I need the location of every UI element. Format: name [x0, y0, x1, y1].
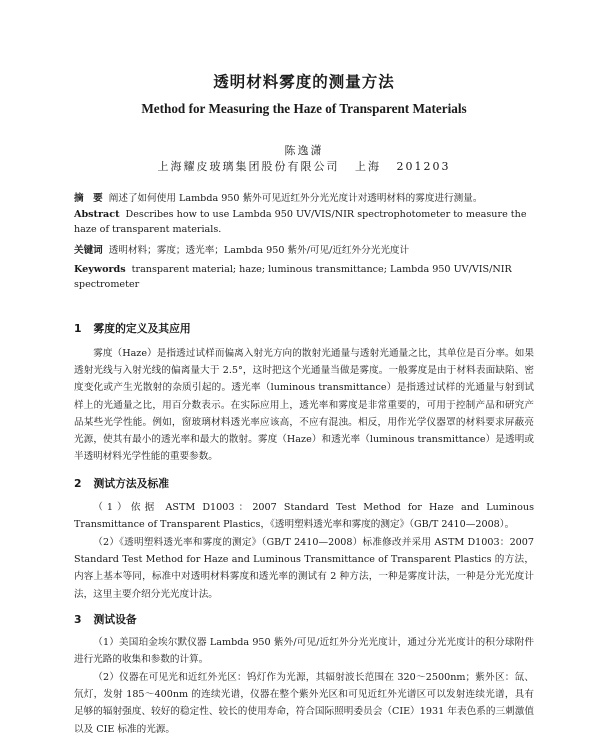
paper-title-en: Method for Measuring the Haze of Transparent Materials	[141, 101, 467, 116]
section-1-title: 雾度的定义及其应用	[93, 322, 191, 335]
paper-title-cn: 透明材料雾度的测量方法	[213, 73, 395, 91]
affiliation-org: 上海耀皮玻璃集团股份有限公司	[157, 160, 340, 173]
keywords-cn-label: 关键词	[74, 245, 103, 256]
affiliation	[74, 158, 534, 174]
abstract-cn-label: 摘 要	[74, 193, 103, 204]
affiliation-postcode: 201203	[396, 160, 451, 173]
keywords-cn	[74, 243, 534, 258]
section-3-number: 3	[74, 613, 82, 626]
abstract-en-text: Describes how to use Lambda 950 UV/VIS/NIR spectrophotometer to measure the haze of transparent materials.	[74, 209, 527, 235]
section-3-title: 测试设备	[93, 613, 137, 626]
author: 陈逸潇	[284, 144, 324, 157]
section-2-heading	[74, 476, 169, 491]
keywords-en-text: transparent material; haze; luminous transmittance; Lambda 950 UV/VIS/NIR spectrometer	[74, 264, 512, 290]
abstract-cn-text: 阐述了如何使用 Lambda 950 紫外可见近红外分光光度计对透明材料的雾度进行测量。	[108, 193, 483, 204]
keywords-en	[74, 262, 534, 292]
section-1-paragraph-1: 雾度（Haze）是指透过试样而偏离入射光方向的散射光通量与透射光通量之比，其单位是百分率。如果透射光线与入射光线的偏离量大于 2.5°，这时把这个光通量当做是雾度。一般雾度是由于材料表面缺陷、密度变化或产生光散射的杂质引起的。透光率（luminous transmittance）是指透过试样的光通量与射到试样上的光通量之比，用百分数表示。在实际应用上，透光率和雾度是非常重要的，可用于控制产品和研究产品某些光学性能。例如，窗玻璃材料透光率应该高，不应有混浊。相反，用作光学仪器罩的材料要求屏蔽亮光源，使其有最小的透光率和最大的散射。雾度（Haze）和透光率（luminous transmittance）是透明或半透明材料光学性能的重要参数。	[74, 348, 534, 463]
section-2-number: 2	[74, 477, 82, 490]
keywords-cn-text: 透明材料；雾度；透光率；Lambda 950 紫外/可见/近红外分光光度计	[108, 245, 410, 256]
section-3-heading	[74, 612, 137, 627]
section-1-heading	[74, 321, 191, 336]
section-2-paragraph-2: （2）《透明塑料透光率和雾度的测定》（GB/T 2410—2008）标准修改并采用 ASTM D1003：2007 Standard Test Method for Haze and Luminous Transmittance of Transparent Plastics 的方法，内容上基本等同，标准中对透明材料雾度和透光率的测试有 2 种方法，一种是雾度计法，一种是分光光度计法，这里主要介绍分光光度计法。	[74, 537, 534, 600]
abstract-en-label: Abstract	[74, 209, 120, 220]
section-1-number: 1	[74, 322, 82, 335]
section-3-paragraph-2: （2）仪器在可见光和近红外光区：钨灯作为光源，其辐射波长范围在 320～2500nm；紫外区：氙、氘灯，发射 185～400nm 的连续光谱，仪器在整个紫外光区和可见近红外光谱区可以发射连续光谱，具有足够的辐射强度、较好的稳定性、较长的使用寿命，符合国际照明委员会（CIE）1931 年表色系的三刺激值以及 CIE 标准的光源。	[74, 672, 534, 735]
abstract-en	[74, 207, 534, 237]
keywords-en-label: Keywords	[74, 264, 126, 275]
affiliation-city: 上海	[355, 160, 381, 173]
section-2-paragraph-1: （1）依据 ASTM D1003：2007 Standard Test Method for Haze and Luminous Transmittance of Transparent Plastics，《透明塑料透光率和雾度的测定》（GB/T 2410—2008）。	[74, 502, 534, 531]
abstract-cn	[74, 191, 534, 206]
section-3-paragraph-1: （1）美国珀金埃尔默仪器 Lambda 950 紫外/可见/近红外分光光度计，通过分光光度计的积分球附件进行光路的收集和参数的计算。	[74, 637, 534, 666]
section-2-title: 测试方法及标准	[93, 477, 170, 490]
